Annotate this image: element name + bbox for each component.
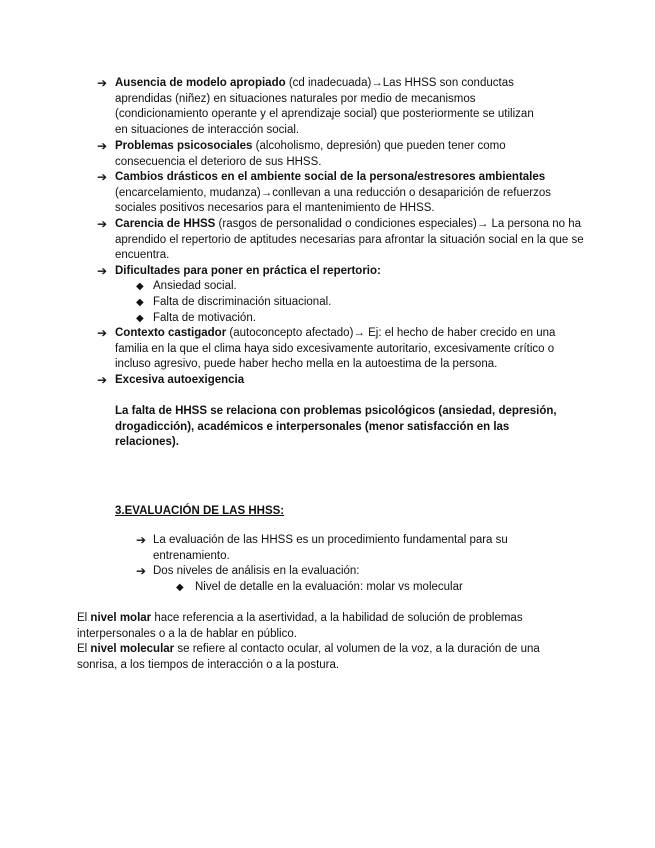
arrow-bullet-icon: ➔ xyxy=(97,139,108,153)
list-item-dificultades xyxy=(115,264,575,280)
item-bold-label: Ausencia de modelo apropiado xyxy=(115,77,286,89)
paragraph-text: se refiere al contacto ocular, al volumen de la voz, a la duración de una sonrisa, a los tiempos de interacción o a la postura. xyxy=(77,643,540,671)
eval-sub-item-molar-molecular: Nivel de detalle en la evaluación: molar vs molecular xyxy=(195,581,463,593)
arrow-bullet-icon: ➔ xyxy=(97,170,108,184)
arrow-bullet-icon: ➔ xyxy=(136,533,147,547)
paragraph-nivel-molecular xyxy=(77,642,557,673)
diamond-bullet-icon: ◆ xyxy=(136,297,144,308)
paragraph-nivel-molar xyxy=(77,611,547,642)
item-bold-label: Cambios drásticos en el ambiente social de la persona/estresores ambientales xyxy=(115,171,546,183)
item-bold-label: Problemas psicosociales xyxy=(115,140,253,152)
eval-item-procedimiento: La evaluación de las HHSS es un procedimiento fundamental para su entrenamiento. xyxy=(153,534,508,562)
paragraph-text: El xyxy=(77,612,91,624)
item-bold-label: Contexto castigador xyxy=(115,327,227,339)
section-heading: 3.EVALUACIÓN DE LAS HHSS: xyxy=(115,505,285,517)
arrow-bullet-icon: ➔ xyxy=(136,564,147,578)
list-item-contexto xyxy=(115,326,575,373)
item-text: (alcoholismo, depresión) que pueden tener como consecuencia el deterioro de sus HHSS. xyxy=(115,140,506,168)
list-item-carencia xyxy=(115,217,585,264)
item-bold-label: Dificultades para poner en práctica el repertorio: xyxy=(115,265,381,277)
item-text: (autoconcepto afectado)→ Ej: el hecho de haber crecido en una familia en la que el clima haya sido excesivamente autoritario, excesivamente crítico o incluso agresivo, puede haber hecho mella en la autoestima de la persona. xyxy=(115,327,556,370)
list-item-problemas xyxy=(115,139,535,170)
item-bold-label: Excesiva autoexigencia xyxy=(115,374,245,386)
paragraph-bold-term: nivel molar xyxy=(90,612,152,624)
diamond-bullet-icon: ◆ xyxy=(136,313,144,324)
list-item-autoexigencia xyxy=(115,373,535,389)
list-item-ausencia xyxy=(115,76,535,138)
arrow-bullet-icon: ➔ xyxy=(97,264,108,278)
item-bold-label: Carencia de HHSS xyxy=(115,218,216,230)
arrow-bullet-icon: ➔ xyxy=(97,373,108,387)
sub-item-falta-motivacion: Falta de motivación. xyxy=(153,312,256,324)
paragraph-text: El xyxy=(77,643,91,655)
item-text: (encarcelamiento, mudanza)→conllevan a una reducción o desaparición de refuerzos sociales positivos necesarios para el mantenimiento de HHSS. xyxy=(115,186,551,214)
paragraph-text: hace referencia a la asertividad, a la habilidad de solución de problemas interpersonales o a la de hablar en público. xyxy=(77,612,523,640)
arrow-bullet-icon: ➔ xyxy=(97,326,108,340)
arrow-bullet-icon: ➔ xyxy=(97,217,108,231)
sub-item-falta-discriminacion: Falta de discriminación situacional. xyxy=(153,296,332,308)
diamond-bullet-icon: ◆ xyxy=(176,582,184,593)
diamond-bullet-icon: ◆ xyxy=(136,281,144,292)
list-item-cambios xyxy=(115,170,575,217)
item-text: (rasgos de personalidad o condiciones especiales)→ La persona no ha aprendido el repertorio de aptitudes necesarias para afrontar la situación social en la que se encuentra. xyxy=(115,218,584,261)
paragraph-bold-term: nivel molecular xyxy=(90,643,175,655)
summary-paragraph: La falta de HHSS se relaciona con problemas psicológicos (ansiedad, depresión, drogadicción), académicos e interpersonales (menor satisfacción en las relaciones). xyxy=(115,405,557,448)
arrow-bullet-icon: ➔ xyxy=(97,76,108,90)
item-text: (cd inadecuada)→Las HHSS son conductas aprendidas (niñez) en situaciones naturales por medio de mecanismos (condicionamiento operante y el aprendizaje social) que posteriormente se utilizan en situaciones de interacción social. xyxy=(115,77,534,136)
eval-item-niveles: Dos niveles de análisis en la evaluación: xyxy=(153,565,360,577)
sub-item-ansiedad: Ansiedad social. xyxy=(153,280,237,292)
